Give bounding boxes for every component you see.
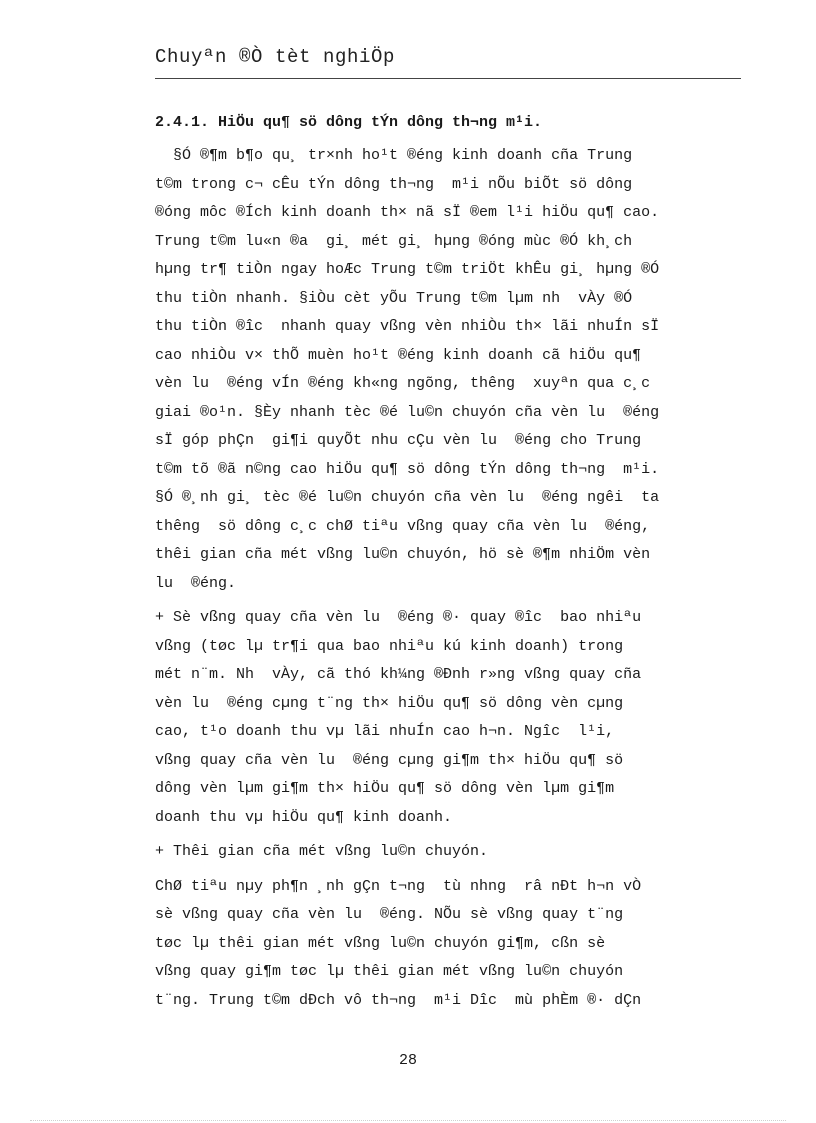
text-line: thêi gian cña mét vßng lu©n chuyón, hö sè ®¶m nhiÖm vèn <box>155 546 651 563</box>
text-line: doanh thu vµ hiÖu qu¶ kinh doanh. <box>155 808 453 826</box>
text-line: + Sè vßng quay cña vèn lu ®éng ®· quay ®îc bao nhiªu <box>155 609 642 626</box>
text-line: ChØ tiªu nµy ph¶n ¸nh gÇn t¬ng tù nhng râ nÐt h¬n vÒ <box>155 877 642 895</box>
page-number: 28 <box>398 1052 417 1069</box>
text-line: tøc lµ thêi gian mét vßng lu©n chuyón gi¶m, cßn sè <box>155 934 606 952</box>
text-line: cao nhiÒu v× thÕ muèn ho¹t ®éng kinh doanh cã hiÖu qu¶ <box>155 346 642 364</box>
text-line: lu ®éng. <box>155 574 237 592</box>
document-body <box>155 112 741 1015</box>
text-line: §Ó ®¸nh gi¸ tèc ®é lu©n chuyón cña vèn lu ®éng ngêi ta <box>155 489 660 506</box>
text-line: §Ó ®¶m b¶o qu¸ tr×nh ho¹t ®éng kinh doanh cña Trung <box>155 147 633 164</box>
paragraph <box>155 142 741 598</box>
text-line: sè vßng quay cña vèn lu ®éng. NÕu sè vßng quay t¨ng <box>155 906 624 923</box>
text-line: t¨ng. Trung t©m dÐch vô th¬ng m¹i Dîc mù phÈm ®· dÇn <box>155 991 642 1009</box>
text-line: sÏ góp phÇn gi¶i quyÕt nhu cÇu vèn lu ®éng cho Trung <box>155 432 642 449</box>
text-line: cao, t¹o doanh thu vµ lãi nhuÍn cao h¬n. Ngîc l¹i, <box>155 723 615 740</box>
footer-divider <box>30 1120 786 1121</box>
paragraph <box>155 604 741 832</box>
paragraph <box>155 838 741 867</box>
text-line: dông vèn lµm gi¶m th× hiÖu qu¶ sö dông vèn lµm gi¶m <box>155 780 615 797</box>
text-line: vßng quay gi¶m tøc lµ thêi gian mét vßng lu©n chuyón <box>155 963 624 980</box>
text-line: Trung t©m lu«n ®a gi¸ mét gi¸ hµng ®óng mùc ®Ó kh¸ch <box>155 232 633 250</box>
text-line: thu tiÒn nhanh. §iÒu cèt yÕu Trung t©m lµm nh vÀy ®Ó <box>155 289 633 307</box>
text-line: hµng tr¶ tiÒn ngay hoÆc Trung t©m triÖt khÊu gi¸ hµng ®Ó <box>155 261 660 278</box>
text-line: vßng quay cña vèn lu ®éng cµng gi¶m th× hiÖu qu¶ sö <box>155 751 624 769</box>
paragraph <box>155 873 741 1016</box>
text-line: giai ®o¹n. §Èy nhanh tèc ®é lu©n chuyón cña vèn lu ®éng <box>155 403 660 421</box>
text-line: + Thêi gian cña mét vßng lu©n chuyón. <box>155 843 489 860</box>
text-line: vßng (tøc lµ tr¶i qua bao nhiªu kú kinh doanh) trong <box>155 637 624 655</box>
text-line: ®óng môc ®Ích kinh doanh th× nã sÏ ®em l¹i hiÖu qu¶ cao. <box>155 204 660 221</box>
text-line: t©m tõ ®ã n©ng cao hiÖu qu¶ sö dông tÝn dông th¬ng m¹i. <box>155 460 660 478</box>
text-line: thêng sö dông c¸c chØ tiªu vßng quay cña vèn lu ®éng, <box>155 517 651 535</box>
text-line: vèn lu ®éng vÍn ®éng kh«ng ngõng, thêng xuyªn qua c¸c <box>155 375 651 392</box>
text-line: t©m trong c¬ cÊu tÝn dông th¬ng m¹i nÕu biÕt sö dông <box>155 175 633 193</box>
text-line: vèn lu ®éng cµng t¨ng th× hiÖu qu¶ sö dông vèn cµng <box>155 694 624 712</box>
text-line: mét n¨m. Nh vÀy, cã thó kh¼ng ®Ðnh r»ng vßng quay cña <box>155 666 642 683</box>
page-header-title: Chuyªn ®Ò tèt nghiÖp <box>155 46 396 68</box>
page-header <box>155 46 741 79</box>
text-line: thu tiÒn ®îc nhanh quay vßng vèn nhiÒu th× lãi nhuÍn sÏ <box>155 318 660 335</box>
section-heading: 2.4.1. HiÖu qu¶ sö dông tÝn dông th¬ng m¹i. <box>155 114 543 131</box>
